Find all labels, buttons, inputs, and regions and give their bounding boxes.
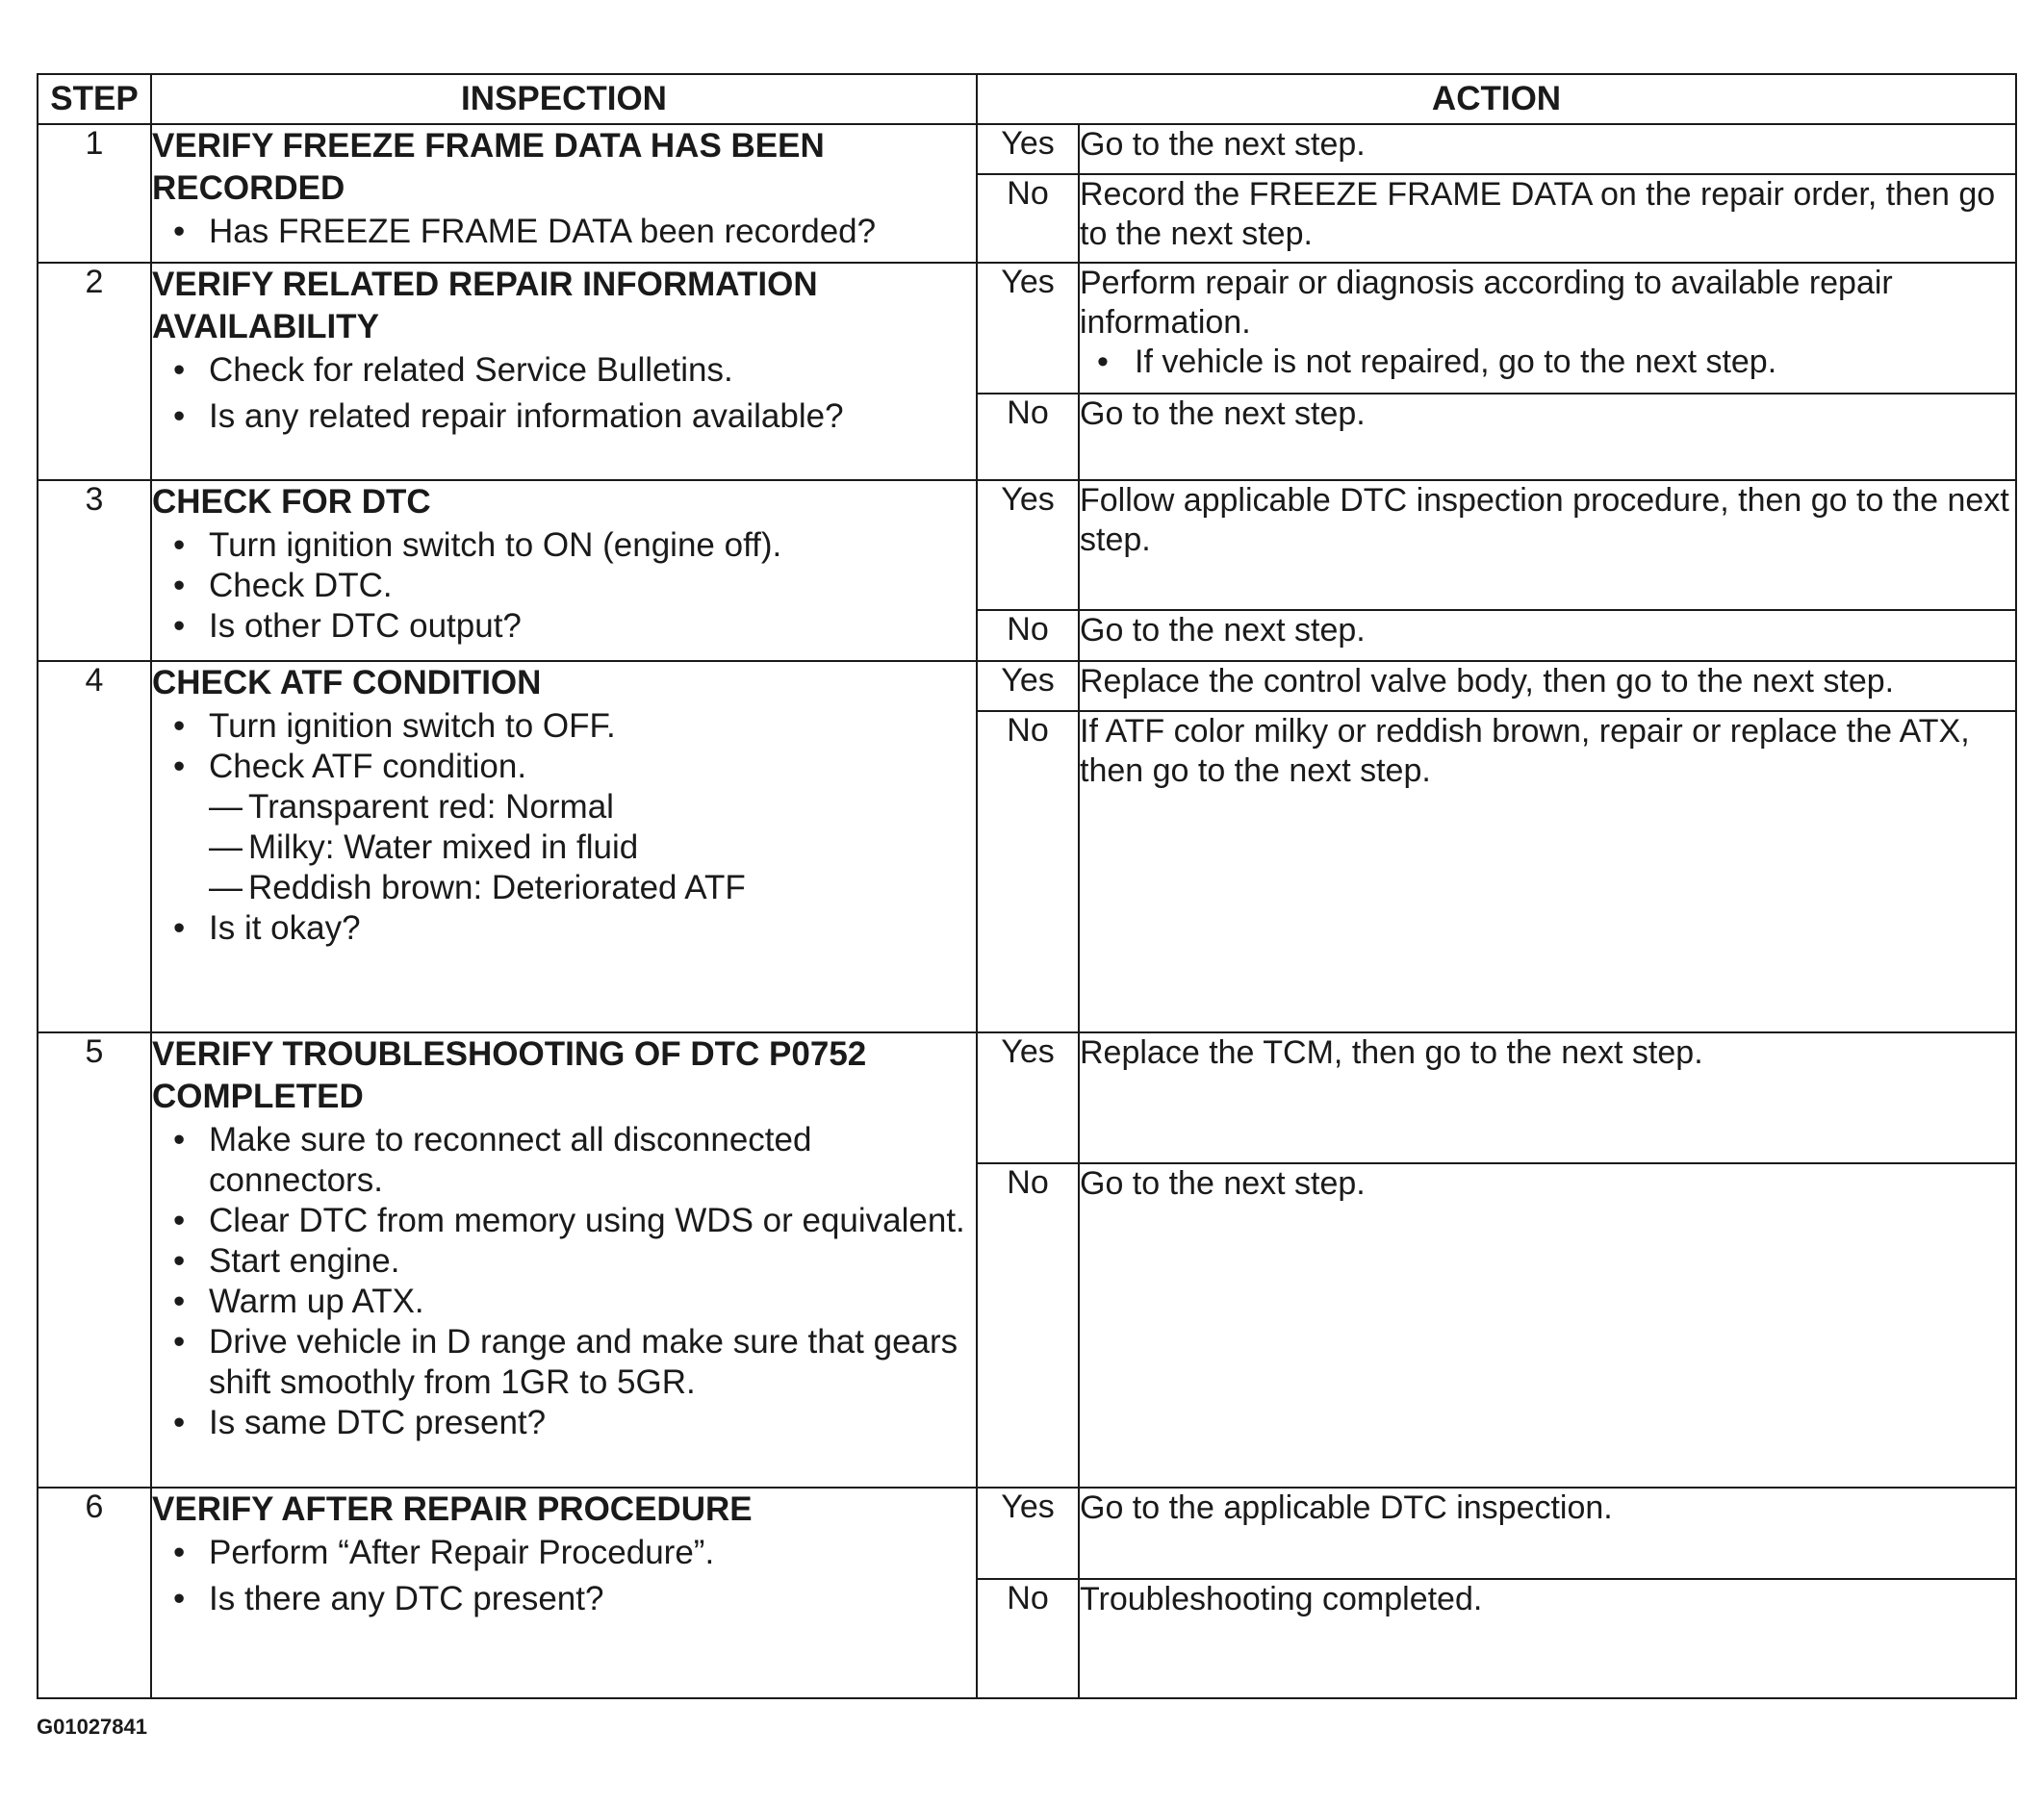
step-number: 4 bbox=[38, 661, 151, 1032]
step-title: CHECK FOR DTC bbox=[152, 483, 431, 521]
step-title: VERIFY FREEZE FRAME DATA HAS BEEN RECORDED bbox=[152, 127, 825, 207]
inspection-bullet: • Is same DTC present? bbox=[152, 1403, 976, 1443]
inspection-bullet: • Is other DTC output? bbox=[152, 606, 976, 647]
yes-action: Replace the TCM, then go to the next step. bbox=[1079, 1032, 2016, 1163]
dash-item bbox=[209, 787, 976, 827]
header-step: STEP bbox=[38, 74, 151, 124]
dash-text: Reddish brown: Deteriorated ATF bbox=[248, 869, 746, 906]
no-action: Go to the next step. bbox=[1079, 610, 2016, 661]
step-number: 2 bbox=[38, 263, 151, 480]
header-action: ACTION bbox=[977, 74, 2016, 124]
dash-item bbox=[209, 827, 976, 868]
step-number: 3 bbox=[38, 480, 151, 661]
inspection-bullet: • Turn ignition switch to ON (engine off). bbox=[152, 525, 976, 566]
step-4-yes-row bbox=[38, 661, 2016, 711]
step-inspection bbox=[151, 661, 977, 1032]
step-1-yes-row bbox=[38, 124, 2016, 174]
step-6-yes-row bbox=[38, 1488, 2016, 1579]
no-label: No bbox=[977, 1163, 1079, 1488]
dash-marker: — bbox=[209, 869, 243, 906]
yes-action: Go to the next step. bbox=[1079, 124, 2016, 174]
yes-action: Replace the control valve body, then go to the next step. bbox=[1079, 661, 2016, 711]
inspection-bullet: • Clear DTC from memory using WDS or equivalent. bbox=[152, 1201, 976, 1241]
inspection-bullet: • Is it okay? bbox=[152, 908, 976, 949]
step-title: VERIFY TROUBLESHOOTING OF DTC P0752 COMPLETED bbox=[152, 1035, 867, 1115]
step-inspection bbox=[151, 263, 977, 480]
no-action: If ATF color milky or reddish brown, repair or replace the ATX, then go to the next step. bbox=[1079, 711, 2016, 1032]
dash-text: Transparent red: Normal bbox=[248, 788, 614, 826]
inspection-bullet: • Is there any DTC present? bbox=[152, 1579, 976, 1619]
step-3-yes-row bbox=[38, 480, 2016, 610]
action-bullet: • If vehicle is not repaired, go to the next step. bbox=[1080, 343, 2015, 382]
procedure-table bbox=[37, 73, 2017, 1699]
figure-id: G01027841 bbox=[37, 1715, 147, 1739]
yes-label: Yes bbox=[977, 1488, 1079, 1579]
step-inspection bbox=[151, 480, 977, 661]
no-label: No bbox=[977, 711, 1079, 1032]
no-action: Go to the next step. bbox=[1079, 1163, 2016, 1488]
yes-label: Yes bbox=[977, 124, 1079, 174]
inspection-bullet: • Turn ignition switch to OFF. bbox=[152, 706, 976, 747]
step-2-yes-row bbox=[38, 263, 2016, 394]
dash-item bbox=[209, 868, 976, 908]
step-5-yes-row bbox=[38, 1032, 2016, 1163]
step-title: CHECK ATF CONDITION bbox=[152, 664, 542, 701]
step-inspection bbox=[151, 1032, 977, 1488]
step-inspection bbox=[151, 1488, 977, 1698]
inspection-bullet-text: Check ATF condition. bbox=[209, 748, 527, 785]
inspection-bullet bbox=[152, 747, 976, 908]
dash-marker: — bbox=[209, 828, 243, 866]
no-label: No bbox=[977, 394, 1079, 480]
procedure-table-container bbox=[37, 73, 2015, 1699]
no-action: Go to the next step. bbox=[1079, 394, 2016, 480]
step-title: VERIFY RELATED REPAIR INFORMATION AVAILABILITY bbox=[152, 266, 818, 345]
yes-action-cell bbox=[1079, 263, 2016, 394]
inspection-bullet: • Make sure to reconnect all disconnected connectors. bbox=[152, 1120, 976, 1201]
step-inspection bbox=[151, 124, 977, 263]
yes-label: Yes bbox=[977, 480, 1079, 610]
dash-text: Milky: Water mixed in fluid bbox=[248, 828, 639, 866]
inspection-bullet: • Has FREEZE FRAME DATA been recorded? bbox=[152, 212, 976, 252]
dash-marker: — bbox=[209, 788, 243, 826]
no-label: No bbox=[977, 174, 1079, 263]
inspection-bullet: • Start engine. bbox=[152, 1241, 976, 1282]
inspection-bullet: • Check for related Service Bulletins. bbox=[152, 350, 976, 391]
yes-label: Yes bbox=[977, 263, 1079, 394]
inspection-bullet: • Perform “After Repair Procedure”. bbox=[152, 1533, 976, 1573]
no-label: No bbox=[977, 610, 1079, 661]
step-title: VERIFY AFTER REPAIR PROCEDURE bbox=[152, 1490, 753, 1528]
inspection-bullet: • Check DTC. bbox=[152, 566, 976, 606]
inspection-bullet: • Is any related repair information available? bbox=[152, 396, 976, 437]
yes-label: Yes bbox=[977, 1032, 1079, 1163]
no-action: Troubleshooting completed. bbox=[1079, 1579, 2016, 1698]
header-inspection: INSPECTION bbox=[151, 74, 977, 124]
yes-action: Go to the applicable DTC inspection. bbox=[1079, 1488, 2016, 1579]
yes-action: Perform repair or diagnosis according to available repair information. bbox=[1080, 265, 1893, 341]
yes-label: Yes bbox=[977, 661, 1079, 711]
header-row bbox=[38, 74, 2016, 124]
step-number: 5 bbox=[38, 1032, 151, 1488]
inspection-bullet: • Drive vehicle in D range and make sure that gears shift smoothly from 1GR to 5GR. bbox=[152, 1322, 976, 1403]
inspection-bullet: • Warm up ATX. bbox=[152, 1282, 976, 1322]
step-number: 1 bbox=[38, 124, 151, 263]
step-number: 6 bbox=[38, 1488, 151, 1698]
yes-action: Follow applicable DTC inspection procedure, then go to the next step. bbox=[1079, 480, 2016, 610]
no-label: No bbox=[977, 1579, 1079, 1698]
no-action: Record the FREEZE FRAME DATA on the repair order, then go to the next step. bbox=[1079, 174, 2016, 263]
